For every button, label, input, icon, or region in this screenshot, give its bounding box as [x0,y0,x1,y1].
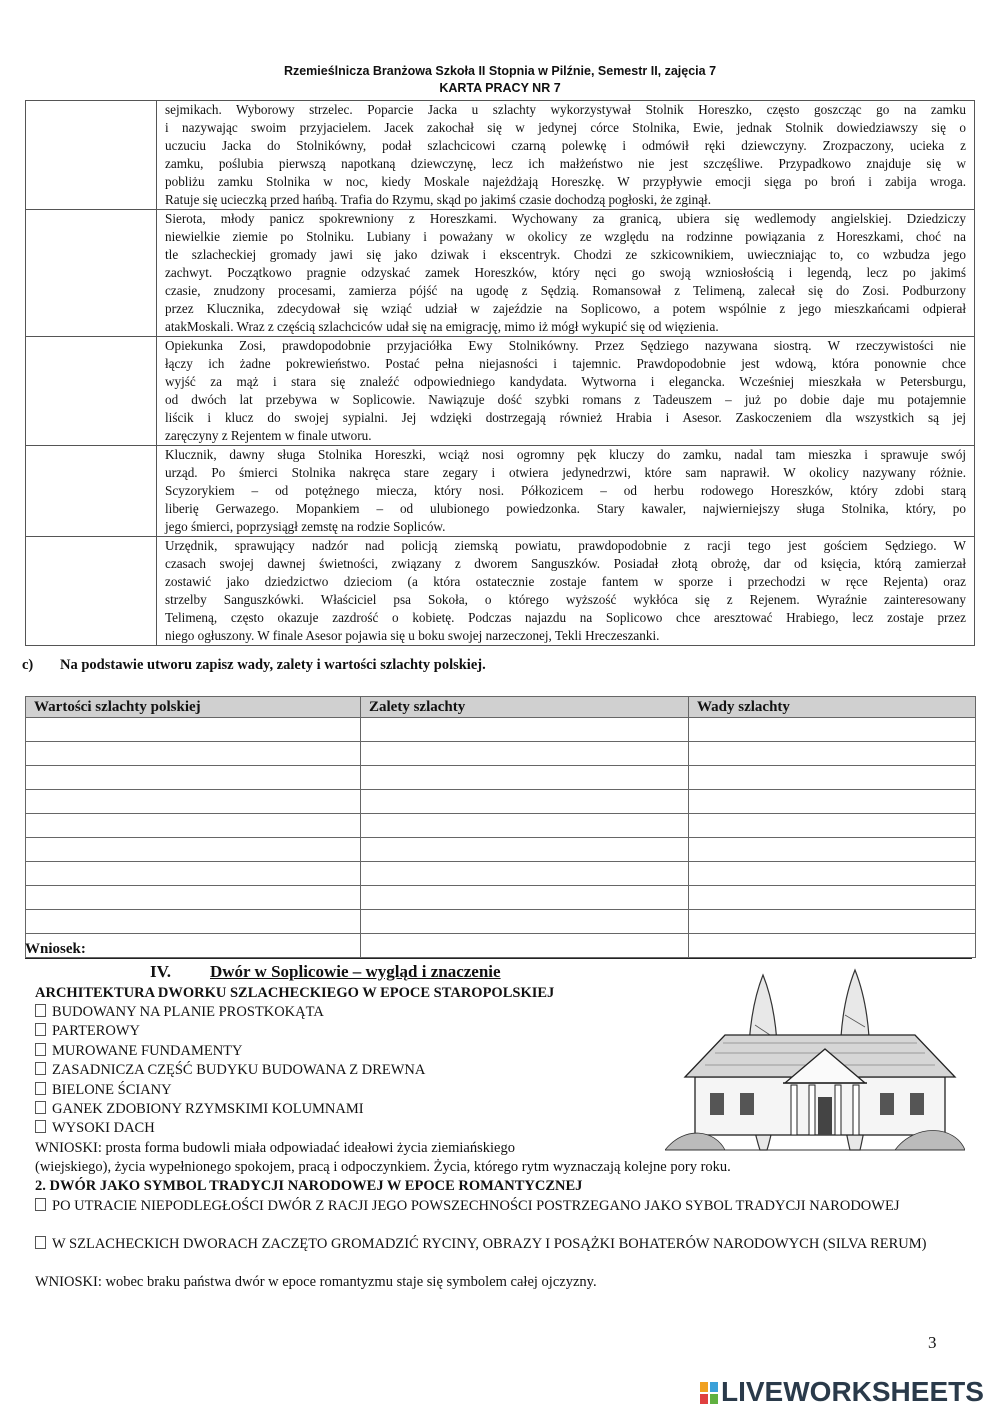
description-line: Telimeną, często okazuje zazdrość o kobietę. Podczas najazdu na Soplicowo chce aresztować Hrabiego, lecz zostaje przez [165,610,966,625]
answer-cell[interactable] [26,742,361,766]
description-line: zostawić jako dziedzictwo dzieciom (a która ostatecznie zostaje fantem w sporze i przechodzi w ręce Rejenta) oraz [165,574,966,589]
table-row [26,862,976,886]
description-line: wyjść za mąż i stara się znaleźć odpowiedniego kandydata. Wytworna i elegancka. Wcześniej mieszkała w Petersburgu, [165,374,966,389]
description-line: niego ogłuszony. W finale Asesor pojawia się u boku swojej narzeczonej, Tekli Hreczeszanki. [165,628,660,643]
character-name-cell[interactable] [26,210,157,337]
description-line: sejmikach. Wyborowy strzelec. Poparcie Jacka u szlachty wykorzystywał Stolnik Horeszko, często goszcząc go na zamku [165,102,966,117]
answer-cell[interactable] [26,886,361,910]
symbol-heading: 2. DWÓR JAKO SYMBOL TRADYCJI NARODOWEJ W EPOCE ROMANTYCZNEJ [35,1178,583,1194]
architecture-item: BUDOWANY NA PLANIE PROSTKOKĄTA [35,1004,324,1021]
description-line: łączy ich żadne pokrewieństwo. Postać pełna niejasności i tajemnic. Prawdopodobnie jest wdową, która ponownie chce [165,356,966,371]
checkbox-icon [35,1198,46,1211]
symbol-item-2: W SZLACHECKICH DWORACH ZACZĘTO GROMADZIĆ RYCINY, OBRAZY I POSĄŻKI BOHATERÓW NARODOWYCH (SILVA RERUM) [35,1235,928,1254]
answer-cell[interactable] [689,790,976,814]
conclusion-line [25,958,972,959]
answer-cell[interactable] [689,766,976,790]
answer-cell[interactable] [689,862,976,886]
answer-cell[interactable] [361,742,689,766]
conclusion-1-line-1: WNIOSKI: prosta forma budowli miała odpowiadać ideałowi życia ziemiańskiego [35,1140,515,1156]
answer-cell[interactable] [26,910,361,934]
checkbox-icon [35,1004,46,1017]
liveworksheets-logo[interactable]: LIVEWORKSHEETS [700,1376,984,1408]
description-line: Urzędnik, sprawujący nadzór nad policją ziemską powiatu, prawdopodobnie z racji tego jest gościem Sędziego. W [165,538,966,553]
answer-cell[interactable] [689,742,976,766]
section-iv-heading [150,962,501,982]
checkbox-icon [35,1120,46,1133]
answer-cell[interactable] [26,862,361,886]
answer-cell[interactable] [361,718,689,742]
answer-cell[interactable] [689,910,976,934]
architecture-item: WYSOKI DACH [35,1120,155,1137]
description-line: strzelby Sanguszkówki. Właściciel psa Sokoła, o którego wyższość wykłóca się z Rejenem. Wyraźnie zainteresowany [165,592,966,607]
description-line: Opiekunka Zosi, prawdopodobnie przyjaciółka Ewy Stolnikówny. Przez Sędziego nazywana siostrą. W rzeczywistości nie [165,338,966,353]
checkbox-icon [35,1062,46,1075]
section-c-letter: c) [22,657,34,673]
description-line: niewielkie ziemie po Stolniku. Lubiany i poważany w okolicy ze względu na rodzinne powiązania z Horeszkami, choć na [165,229,966,244]
liveworksheets-logo-icon [700,1382,718,1404]
description-line: czasie, znudzony procesami, zamierza pójść na ugodę z Sędzią. Romansował z Telimeną, zalecał się do Zosi. Podburzony [165,283,966,298]
answer-cell[interactable] [689,718,976,742]
description-line: jego śmierci, poprzysiągł zemstę na rodzie Sopliców. [165,519,446,534]
conclusion-1-line-2: (wiejskiego), życia wypełnionego spokojem, pracą i odpoczynkiem. Życia, którego rytm wyznaczają kolejne pory roku. [35,1159,731,1175]
description-line: Klucznik, dawny sługa Stolnika Horeszki, wciąż nosi ogromny pęk kluczy do zamku, nadal tam mieszka i sprawuje swój [165,447,966,462]
character-row [26,210,975,337]
answer-cell[interactable] [26,838,361,862]
description-line: zachwyt. Początkowo pragnie odzyskać zamek Horeszków, który nęci go swoją wzniosłością i legendą, lecz po jakimś [165,265,966,280]
section-iv-number: IV. [150,962,171,981]
description-line: uczuciu Jacka do Stolnikówny, podał szlachcicowi czarną polewkę i odmówił ręki dziewczyny. Zrozpaczony, ucieka z [165,138,966,153]
section-c-text: Na podstawie utworu zapisz wady, zalety i wartości szlachty polskiej. [60,657,486,673]
character-description [157,446,975,537]
character-description [157,537,975,646]
description-line: zaręczyny z Rejentem w finale utworu. [165,428,372,443]
description-line: Sierota, młody panicz spokrewniony z Horeszkami. Wychowany za granicą, ubiera się wedlemody angielskiej. Dziedziczy [165,211,966,226]
character-row [26,337,975,446]
architecture-item: GANEK ZDOBIONY RZYMSKIMI KOLUMNAMI [35,1101,364,1118]
page-number: 3 [928,1333,937,1352]
section-iv-title: Dwór w Soplicowie – wygląd i znaczenie [210,962,501,981]
conclusion-label: Wniosek: [25,941,86,957]
manor-house-illustration [665,965,965,1155]
description-line: Ratuje się ucieczką przed hańbą. Trafia do Rzymu, skąd po jakimś czasie dochodzą pogłoski, że zginął. [165,192,712,207]
description-line: urząd. Po śmierci Stolnika nakręca stare zegary i otwiera jedynedrzwi, które sam naprawił. W okolicy nazywany różnie. [165,465,966,480]
answer-cell[interactable] [361,910,689,934]
checkbox-icon [35,1236,46,1249]
table-row [26,934,976,958]
characters-table [25,100,975,646]
character-row [26,101,975,210]
character-description [157,337,975,446]
answer-cell[interactable] [689,886,976,910]
table-row [26,790,976,814]
description-line: liberię Gerwazego. Mopankiem – od ulubionego powiedzonka. Stary kawaler, najwierniejszy sługa Stolnika, który, po [165,501,966,516]
table-row [26,718,976,742]
answer-cell[interactable] [689,814,976,838]
table-row [26,886,976,910]
description-line: zamku, poślubia pierwszą napotkaną dziewczynę, lecz ich małżeństwo nie jest szczęśliwe. Przypadkowo znajduje się w [165,156,966,171]
character-name-cell[interactable] [26,101,157,210]
character-description [157,210,975,337]
header-flaws: Wady szlachty [689,697,976,718]
description-line: pobliżu zamku Stolnika w noc, kiedy Moskale najeżdżają Horeszkę. W przypływie emocji sięga po broń i zabija wroga. [165,174,966,189]
header-school: Rzemieślnicza Branżowa Szkoła II Stopnia w Pilźnie, Semestr II, zajęcia 7 [283,64,717,78]
checkbox-icon [35,1082,46,1095]
answer-cell[interactable] [361,814,689,838]
checkbox-icon [35,1023,46,1036]
nobility-values-table [25,696,976,958]
description-line: atakMoskali. Wraz z częścią szlachciców udał się na emigrację, mimo iż mógł wykupić się od więzienia. [165,319,719,334]
section-c-instruction [22,657,486,674]
architecture-item: BIELONE ŚCIANY [35,1082,172,1099]
answer-cell[interactable] [361,838,689,862]
header-worksheet-title: KARTA PRACY NR 7 [439,81,561,95]
checkbox-icon [35,1101,46,1114]
description-line: liścik i klucz do swojej sypialni. Jej wdzięki dostrzegają również Hrabia i Asesor. Zaskoczeniem dla wszystkich są jej [165,410,966,425]
architecture-item: ZASADNICZA CZĘŚĆ BUDYKU BUDOWANA Z DREWNA [35,1062,425,1079]
character-row [26,446,975,537]
answer-cell[interactable] [361,862,689,886]
description-line: Scyzorykiem – od potężnego miecza, który nosi. Półkozicem – od herbu rodowego Horeszków, który zdobi starą [165,483,966,498]
answer-cell[interactable] [26,766,361,790]
answer-cell[interactable] [361,934,689,958]
architecture-heading: ARCHITEKTURA DWORKU SZLACHECKIEGO W EPOCE STAROPOLSKIEJ [35,985,555,1001]
description-line: tle szlacheckiej gromady jawi się jako dziwak i ekscentryk. Chodzi ze szkicownikiem, uwieczniając to, co wzbudza jego [165,247,966,262]
table-row [26,742,976,766]
answer-cell[interactable] [26,790,361,814]
checkbox-icon [35,1043,46,1056]
table-row [26,766,976,790]
character-name-cell[interactable] [26,446,157,537]
character-name-cell[interactable] [26,537,157,646]
description-line: i nazywając swoim przyjacielem. Jacek zakochał się w jedynej córce Stolnika, Ewie, jednak Stolnik dowiedziawszy się o [165,120,966,135]
table-row [26,910,976,934]
description-line: czasach swojej dawnej świetności, związany z dworem Sanguszków. Posiadał złotą obrożę, dar od księcia, którą zamierzał [165,556,966,571]
answer-cell[interactable] [26,814,361,838]
answer-cell[interactable] [361,790,689,814]
character-name-cell[interactable] [26,337,157,446]
description-line: przez Klucznika, zdecydował się wziąć udział w zajeździe na Soplicowo, a potem wspólnie z jego mieszkańcami odpierał [165,301,966,316]
table-row [26,838,976,862]
character-description [157,101,975,210]
answer-cell[interactable] [689,838,976,862]
table-row [26,814,976,838]
answer-cell[interactable] [361,766,689,790]
conclusion-2: WNIOSKI: wobec braku państwa dwór w epoce romantyzmu staje się symbolem całej ojczyzny. [35,1274,597,1290]
answer-cell[interactable] [26,718,361,742]
header-values: Wartości szlachty polskiej [26,697,361,718]
header-advantages: Zalety szlachty [361,697,689,718]
character-row [26,537,975,646]
architecture-item: PARTEROWY [35,1023,140,1040]
symbol-item-1: PO UTRACIE NIEPODLEGŁOŚCI DWÓR Z RACJI JEGO POWSZECHNOŚCI POSTRZEGANO JAKO SYBOL TRADYCJI NARODOWEJ [35,1197,928,1216]
architecture-item: MUROWANE FUNDAMENTY [35,1043,243,1060]
description-line: od dwóch lat przebywa w Soplicowie. Nawiązuje dość szybki romans z Tadeuszem – już po dobie daje mu potajemnie [165,392,966,407]
answer-cell[interactable] [689,934,976,958]
answer-cell[interactable] [361,886,689,910]
